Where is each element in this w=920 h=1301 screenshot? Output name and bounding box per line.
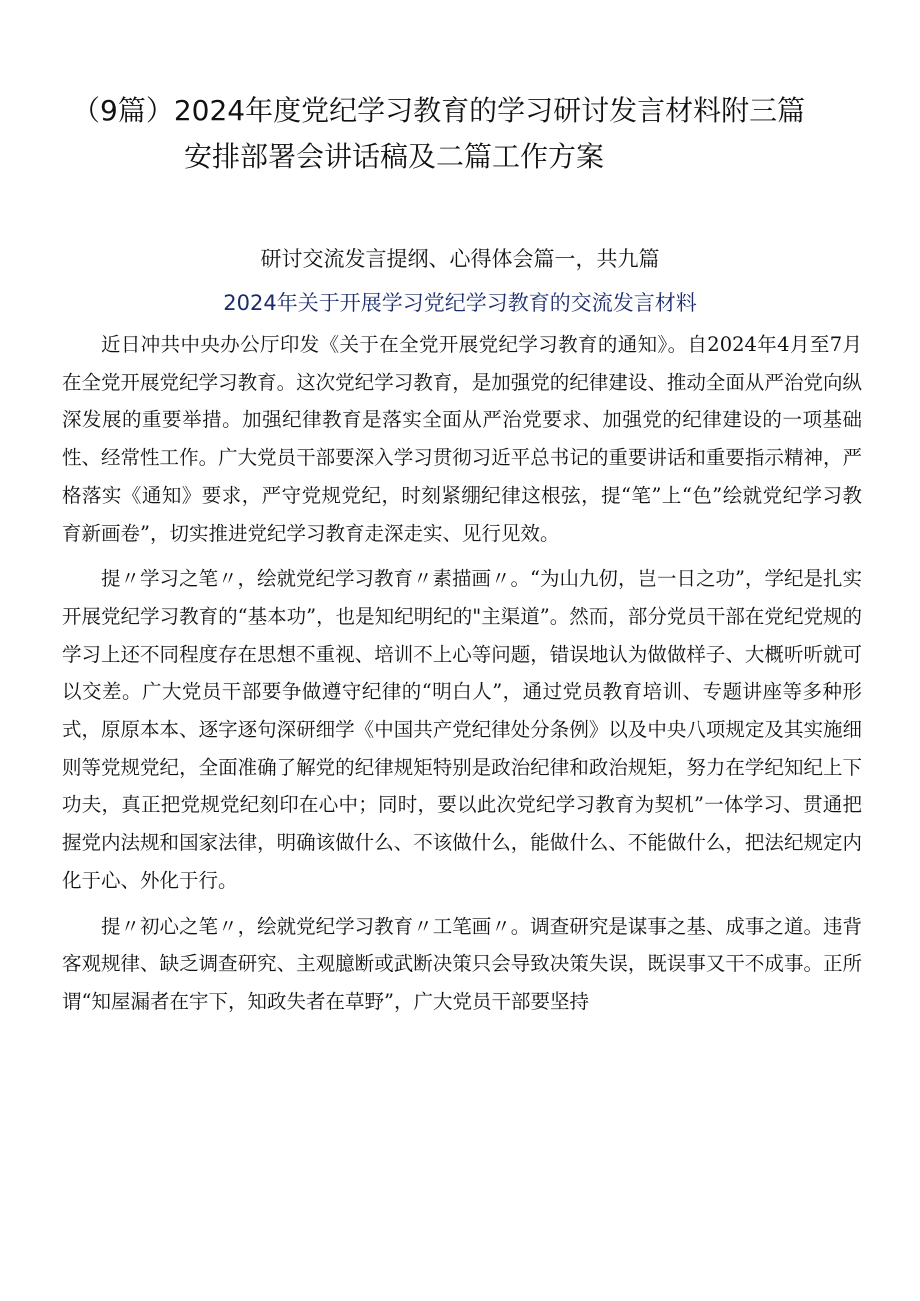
paragraph-text: “为山九仞，岂一日之功”，学纪是扎实开展党纪学习教育的“基本功”，也是知纪明纪的"主渠道”。然而，部分党员干部在党纪党规的学习上还不同程度存在思想不重视、培训不上心等问题，错误地认为做做样子、大概听听就可以交差。广大党员干部要争做遵守纪律的“明白人”，通过党员教育培训、专题讲座等多种形式，原原本本、逐字逐句深研细学《中国共产党纪律处分条例》以及中央八项规定及其实施细则等党规党纪，全面准确了解党的纪律规矩特别是政治纪律和政治规矩，努力在学纪知纪上下功夫，真正把党规党纪刻印在心中；同时，要以此次党纪学习教育为契机”一体学习、贯通把握党内法规和国家法律，明确该做什么、不该做什么，能做什么、不能做什么，把法纪规定内化于心、外化于行。 (62, 567, 862, 892)
paragraph-2 (62, 560, 862, 899)
paragraph-1 (62, 326, 862, 552)
paragraph-lead: 提〃学习之笔〃，绘就党纪学习教育〃素描画〃。 (101, 567, 531, 591)
article-title: 2024年关于开展学习党纪学习教育的交流发言材料 (223, 291, 697, 315)
paragraph-text: 近日冲共中央办公厅印发《关于在全党开展党纪学习教育的通知》。自2024年4月至7月在全党开展党纪学习教育。这次党纪学习教育，是加强党的纪律建设、推动全面从严治党向纵深发展的重要举措。加强纪律教育是落实全面从严治党要求、加强党的纪律建设的一项基础性、经常性工作。广大党员干部要深入学习贯彻习近平总书记的重要讲话和重要指示精神，严格落实《通知》要求，严守党规党纪，时刻紧绷纪律这根弦，提“笔”上“色”绘就党纪学习教育新画卷”，切实推进党纪学习教育走深走实、见行见效。 (62, 333, 862, 545)
section-heading: 研讨交流发言提纲、心得体会篇一，共九篇 (260, 247, 660, 271)
document-title-line-2: 安排部署会讲话稿及二篇工作方案 (184, 140, 605, 173)
paragraph-text: 调查研究是谋事之基、成事之道。违背客观规律、缺乏调查研究、主观臆断或武断决策只会导致决策失误，既误事又干不成事。正所谓“知屋漏者在宇下，知政失者在草野”，广大党员干部要坚持 (62, 914, 862, 1013)
paragraph-3 (62, 908, 862, 1021)
document-body (62, 326, 862, 1021)
document-title (60, 88, 860, 180)
paragraph-lead: 提〃初心之笔〃，绘就党纪学习教育〃工笔画〃。 (101, 914, 531, 938)
document-title-line-1: （9篇）2024年度党纪学习教育的学习研讨发言材料附三篇 (72, 94, 806, 127)
